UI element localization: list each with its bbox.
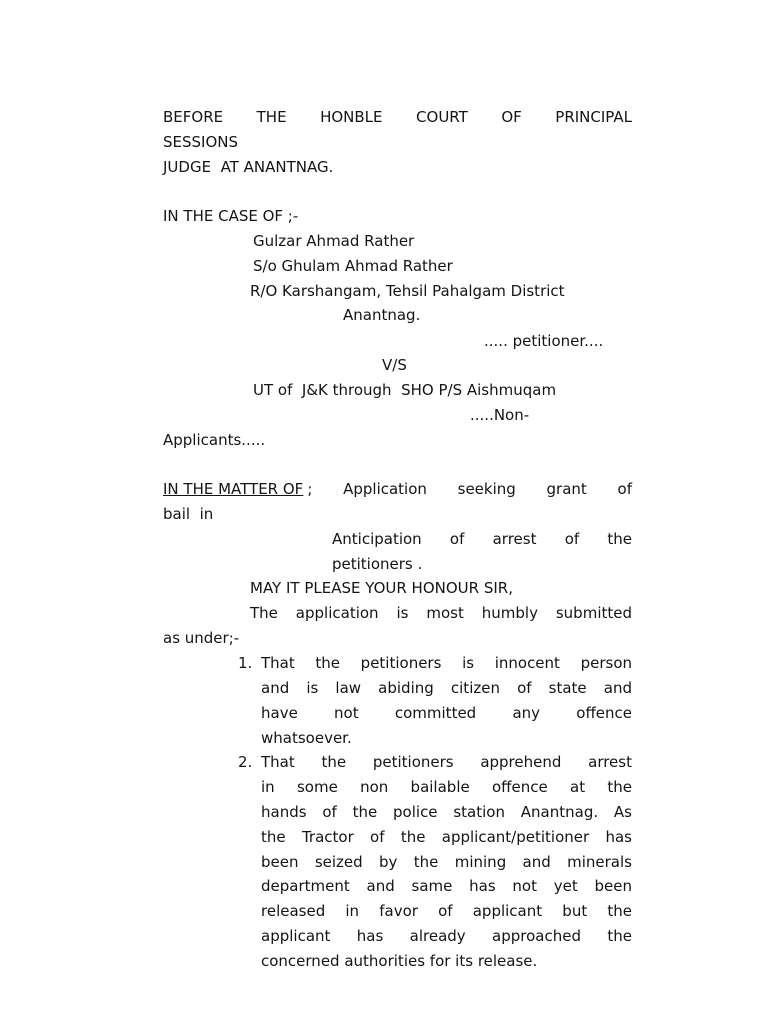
petitioner-father: S/o Ghulam Ahmad Rather: [253, 257, 453, 275]
petitioner-address-line-2: Anantnag.: [343, 306, 421, 324]
point-1-line-4: whatsoever.: [261, 729, 352, 747]
heading-line-3: JUDGE AT ANANTNAG.: [163, 158, 334, 176]
matter-line-1: [163, 479, 632, 499]
petitioner-name: Gulzar Ahmad Rather: [253, 232, 415, 250]
point-2-line-3: hands of the police station Anantnag. As: [261, 803, 632, 821]
point-2-line-4: the Tractor of the applicant/petitioner has: [261, 828, 632, 846]
matter-line-2: bail in: [163, 505, 214, 523]
point-1-number: 1.: [238, 654, 253, 672]
matter-line-3: Anticipation of arrest of the: [332, 530, 632, 548]
petitioner-role: ..... petitioner....: [484, 332, 604, 350]
matter-label: IN THE MATTER OF: [163, 480, 304, 498]
petitioner-address-line-1: R/O Karshangam, Tehsil Pahalgam District: [250, 282, 565, 300]
point-1-line-3: have not committed any offence: [261, 704, 632, 722]
matter-line-1-text: ; Application seeking grant of: [307, 480, 632, 498]
point-2-line-2: in some non bailable offence at the: [261, 778, 632, 796]
point-1-line-2: and is law abiding citizen of state and: [261, 679, 632, 697]
respondent-name: UT of J&K through SHO P/S Aishmuqam: [253, 381, 557, 399]
point-2-line-9: concerned authorities for its release.: [261, 952, 538, 970]
point-2-line-1: That the petitioners apprehend arrest: [261, 753, 632, 771]
matter-line-4: petitioners .: [332, 555, 423, 573]
respondent-role-line-2: Applicants.....: [163, 431, 266, 449]
point-2-line-8: applicant has already approached the: [261, 927, 632, 945]
point-2-number: 2.: [238, 753, 253, 771]
point-2-line-6: department and same has not yet been: [261, 877, 632, 895]
heading-line-1: BEFORE THE HONBLE COURT OF PRINCIPAL: [163, 108, 632, 126]
point-2-line-7: released in favor of applicant but the: [261, 902, 632, 920]
point-1-line-1: That the petitioners is innocent person: [261, 654, 632, 672]
salutation: MAY IT PLEASE YOUR HONOUR SIR,: [250, 579, 513, 597]
point-2-line-5: been seized by the mining and minerals: [261, 853, 632, 871]
versus-label: V/S: [382, 356, 407, 374]
case-label: IN THE CASE OF ;-: [163, 207, 299, 225]
respondent-role-line-1: .....Non-: [470, 406, 530, 424]
intro-line-1: The application is most humbly submitted: [250, 604, 632, 622]
heading-line-2: SESSIONS: [163, 133, 239, 151]
intro-line-2: as under;-: [163, 629, 240, 647]
